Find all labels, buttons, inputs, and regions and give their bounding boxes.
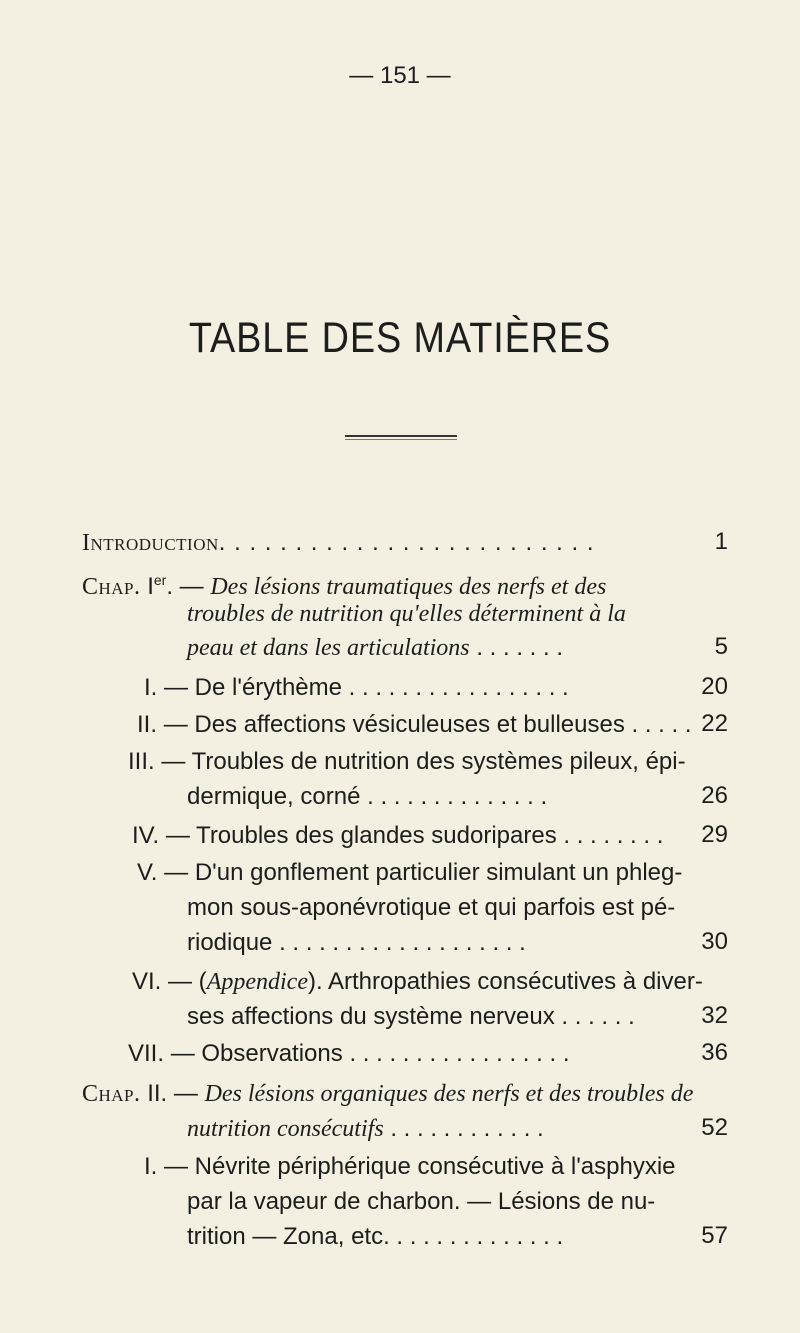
toc-label: Introduction [82, 530, 219, 556]
toc-entry-section-3-cont [187, 782, 547, 812]
chapter-roman: II. [147, 1080, 168, 1107]
page-number: — 151 — [349, 62, 451, 89]
section-title: — Des affections vésiculeuses et bulleuses [163, 711, 625, 738]
section-title-line-1: — Névrite périphérique consécutive à l'asphyxie [164, 1153, 676, 1180]
toc-entry-section-6-cont [187, 1002, 635, 1032]
toc-page-number: 32 [701, 1002, 728, 1029]
toc-entry-chapter-1-cont2 [187, 633, 563, 663]
title-rule [345, 435, 457, 440]
toc-leader-dots: . . . . . . . . . . . . . . . . . [349, 1040, 570, 1067]
toc-entry-section-5-cont2 [187, 928, 526, 958]
toc-leader-dots: . . . . . . . [476, 634, 564, 661]
toc-page-number: 26 [701, 782, 728, 809]
toc-leader-dots: . . . . . [631, 711, 692, 738]
toc-leader-dots: . . . . . . . . . . . . . . . . . . . [279, 929, 526, 956]
page-title: TABLE DES MATIÈRES [188, 314, 612, 362]
toc-page-number: 5 [714, 633, 728, 660]
chapter-title-line-3: peau et dans les articulations [187, 635, 470, 661]
toc-entry-section-2 [137, 710, 692, 740]
toc-entry-section-1 [144, 673, 569, 703]
toc-page-number: 36 [701, 1039, 728, 1066]
chapter-title-line-1: Des lésions organiques des nerfs et des troubles de [204, 1081, 694, 1107]
toc-page-number: 20 [701, 673, 728, 700]
section-title-line-1a: — ( [168, 968, 207, 995]
section-title-appendix: Appendice [206, 969, 308, 995]
toc-entry-chapter-1-cont [187, 599, 626, 629]
toc-leader-dots: . . . . . . . . . . . . . . . . . . . . . . . . . [218, 529, 595, 556]
toc-entry-introduction [82, 528, 595, 558]
section-title-line-2: mon sous-aponévrotique et qui parfois est pé- [187, 894, 676, 921]
section-title: — Observations [170, 1040, 343, 1067]
section-title-line-2: ses affections du système nerveux [187, 1003, 555, 1030]
chapter-roman-sup: er [153, 572, 167, 588]
section-title-line-2: dermique, corné [187, 783, 361, 810]
toc-page-number: 30 [701, 928, 728, 955]
toc-entry-chapter-1 [82, 565, 606, 602]
chapter-title-line-1: Des lésions traumatiques des nerfs et des [210, 574, 607, 600]
toc-entry-chapter-2-cont [187, 1114, 544, 1144]
section-title: — Troubles des glandes sudoripares [165, 822, 557, 849]
section-number: III. [128, 748, 155, 775]
toc-entry-chapter-2-section-1 [144, 1152, 676, 1182]
toc-entry-chapter-2-section-1-cont [187, 1187, 655, 1217]
toc-leader-dots: . . . . . . . . . . . . . [396, 1223, 564, 1250]
toc-page-number: 52 [701, 1114, 728, 1141]
toc-page-number: 22 [701, 710, 728, 737]
chapter-roman: I [147, 573, 154, 600]
chapter-prefix: Chap. [82, 574, 141, 600]
toc-entry-section-5 [137, 858, 682, 888]
toc-page-number: 57 [701, 1222, 728, 1249]
chapter-title-line-2: troubles de nutrition qu'elles déterminent à la [187, 601, 626, 627]
section-title: — De l'érythème [164, 674, 342, 701]
section-title-line-1: — D'un gonflement particulier simulant un phleg- [164, 859, 683, 886]
chapter-dash: . — [166, 573, 204, 600]
section-number: V. [137, 859, 158, 886]
toc-entry-section-4 [132, 821, 663, 851]
section-number: VI. [132, 968, 162, 995]
toc-entry-chapter-2 [82, 1079, 693, 1109]
toc-page-number: 1 [714, 528, 728, 555]
section-number: II. [137, 711, 158, 738]
toc-page-number: 29 [701, 821, 728, 848]
toc-leader-dots: . . . . . . . . [563, 822, 664, 849]
chapter-title-line-2: nutrition consécutifs [187, 1116, 384, 1142]
toc-entry-section-3 [128, 747, 686, 777]
section-title-line-2: par la vapeur de charbon. — Lésions de nu- [187, 1188, 656, 1215]
section-number: I. [144, 1153, 158, 1180]
section-number: I. [144, 674, 158, 701]
toc-entry-section-5-cont [187, 893, 675, 923]
toc-leader-dots: . . . . . . . . . . . . . . [367, 783, 548, 810]
toc-leader-dots: . . . . . . . . . . . . [390, 1115, 544, 1142]
toc-entry-chapter-2-section-1-cont2 [187, 1222, 563, 1252]
toc-entry-section-6 [132, 967, 703, 997]
section-number: IV. [132, 822, 160, 849]
section-number: VII. [128, 1040, 165, 1067]
section-title-line-3: riodique [187, 929, 273, 956]
chapter-prefix: Chap. [82, 1081, 141, 1107]
section-title-line-3: trition — Zona, etc. [187, 1223, 390, 1250]
chapter-dash: — [173, 1080, 198, 1107]
section-title-line-1: — Troubles de nutrition des systèmes pileux, épi- [161, 748, 686, 775]
section-title-line-1b: ). Arthropathies consécutives à diver- [307, 968, 703, 995]
toc-leader-dots: . . . . . . . . . . . . . . . . . [348, 674, 569, 701]
toc-entry-section-7 [128, 1039, 569, 1069]
toc-leader-dots: . . . . . . [561, 1003, 635, 1030]
